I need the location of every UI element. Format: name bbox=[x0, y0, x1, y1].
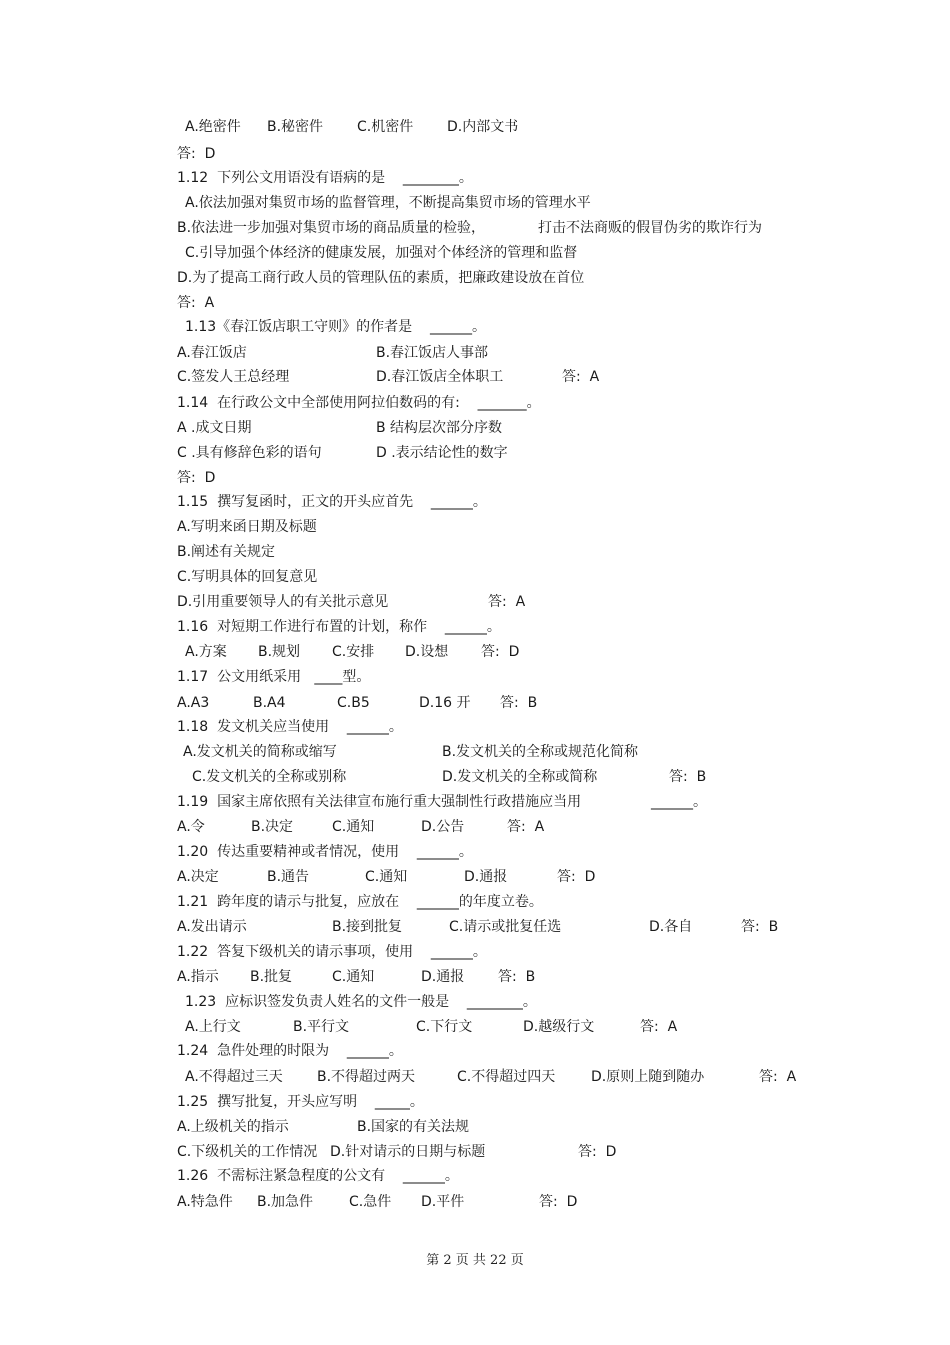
option-text: A.决定 bbox=[177, 869, 219, 885]
option-text: C.B5 bbox=[337, 695, 370, 711]
option-text: B.不得超过两天 bbox=[317, 1069, 416, 1085]
option-text: C.通知 bbox=[332, 819, 375, 835]
option-text: C.签发人王总经理 bbox=[177, 369, 290, 385]
option-text: A.不得超过三天 bbox=[185, 1069, 283, 1085]
option-text: A.上级机关的指示 bbox=[177, 1119, 289, 1135]
answer-text: 答: D bbox=[481, 644, 520, 660]
option-text: A.上行文 bbox=[185, 1019, 241, 1035]
question-text: 1.16 对短期工作进行布置的计划，称作 ______。 bbox=[177, 619, 501, 635]
option-text: A.春江饭店 bbox=[177, 345, 247, 361]
option-text: A.发文机关的简称或缩写 bbox=[183, 744, 337, 760]
option-text: D.越级行文 bbox=[523, 1019, 595, 1035]
question-text: 1.23 应标识签发负责人姓名的文件一般是 ________。 bbox=[185, 994, 537, 1010]
question-text: 1.25 撰写批复，开头应写明 _____。 bbox=[177, 1094, 424, 1110]
option-text: C.通知 bbox=[332, 969, 375, 985]
option-text: B 结构层次部分序数 bbox=[376, 420, 503, 436]
answer-text: 答: A bbox=[759, 1069, 797, 1085]
option-text: C.安排 bbox=[332, 644, 375, 660]
option-text: D.通报 bbox=[464, 869, 508, 885]
option-text: A.绝密件 bbox=[185, 119, 241, 135]
option-text: A.A3 bbox=[177, 695, 210, 711]
option-text: B.发文机关的全称或规范化简称 bbox=[442, 744, 639, 760]
answer-text: 答: B bbox=[500, 695, 538, 711]
question-text: 1.21 跨年度的请示与批复，应放在 ______的年度立卷。 bbox=[177, 894, 543, 910]
answer-text: 答: A bbox=[562, 369, 600, 385]
option-text: B.加急件 bbox=[257, 1194, 314, 1210]
option-text: D.针对请示的日期与标题 bbox=[330, 1144, 486, 1160]
answer-text: 答: B bbox=[669, 769, 707, 785]
option-text: D.16 开 bbox=[419, 695, 471, 711]
answer-text: 答: A bbox=[488, 594, 526, 610]
answer-text: 答: D bbox=[557, 869, 596, 885]
question-text: 1.18 发文机关应当使用 ______。 bbox=[177, 719, 403, 735]
question-text: 1.13《春江饭店职工守则》的作者是 ______。 bbox=[185, 319, 486, 335]
question-text: 1.19 国家主席依照有关法律宣布施行重大强制性行政措施应当用 bbox=[177, 794, 582, 810]
option-text: B.阐述有关规定 bbox=[177, 544, 276, 560]
option-text: D .表示结论性的数字 bbox=[376, 445, 508, 461]
answer-text: 答: B bbox=[498, 969, 536, 985]
question-text: 1.15 撰写复函时，正文的开头应首先 ______。 bbox=[177, 494, 487, 510]
option-text: B.国家的有关法规 bbox=[357, 1119, 470, 1135]
option-text: B.秘密件 bbox=[267, 119, 324, 135]
option-text: C.通知 bbox=[365, 869, 408, 885]
question-text: 1.17 公文用纸采用 ____型。 bbox=[177, 669, 371, 685]
answer-text: 答: A bbox=[177, 295, 215, 311]
option-text: D.为了提高工商行政人员的管理队伍的素质，把廉政建设放在首位 bbox=[177, 270, 585, 286]
option-text: 打击不法商贩的假冒伪劣的欺诈行为 bbox=[538, 220, 762, 236]
option-text: D.发文机关的全称或简称 bbox=[442, 769, 598, 785]
option-text: D.平件 bbox=[421, 1194, 465, 1210]
option-text: D.春江饭店全体职工 bbox=[376, 369, 504, 385]
question-text: 1.26 不需标注紧急程度的公文有 ______。 bbox=[177, 1168, 459, 1184]
option-text: C.下行文 bbox=[416, 1019, 473, 1035]
answer-text: 答: D bbox=[177, 470, 216, 486]
option-text: D.公告 bbox=[421, 819, 465, 835]
question-text: 1.24 急件处理的时限为 ______。 bbox=[177, 1043, 403, 1059]
option-text: B.A4 bbox=[253, 695, 286, 711]
option-text: B.决定 bbox=[251, 819, 294, 835]
option-text: C.急件 bbox=[349, 1194, 392, 1210]
option-text: D.原则上随到随办 bbox=[591, 1069, 705, 1085]
option-text: B.规划 bbox=[258, 644, 301, 660]
question-text: 1.12 下列公文用语没有语病的是 ________。 bbox=[177, 170, 473, 186]
answer-text: 答: B bbox=[741, 919, 779, 935]
option-text: C.写明具体的回复意见 bbox=[177, 569, 318, 585]
option-text: A.依法加强对集贸市场的监督管理，不断提高集贸市场的管理水平 bbox=[185, 195, 591, 211]
option-text: D.通报 bbox=[421, 969, 465, 985]
option-text: A.发出请示 bbox=[177, 919, 247, 935]
option-text: B.批复 bbox=[250, 969, 293, 985]
option-text: A.指示 bbox=[177, 969, 219, 985]
option-text: B.接到批复 bbox=[332, 919, 403, 935]
option-text: D.引用重要领导人的有关批示意见 bbox=[177, 594, 389, 610]
option-text: D.设想 bbox=[405, 644, 449, 660]
answer-text: 答: A bbox=[507, 819, 545, 835]
question-text: 1.20 传达重要精神或者情况，使用 ______。 bbox=[177, 844, 473, 860]
question-text: 1.14 在行政公文中全部使用阿拉伯数码的有: _______。 bbox=[177, 395, 541, 411]
option-text: A.特急件 bbox=[177, 1194, 233, 1210]
option-text: B.通告 bbox=[267, 869, 310, 885]
answer-text: 答: D bbox=[578, 1144, 617, 1160]
option-text: B.春江饭店人事部 bbox=[376, 345, 489, 361]
option-text: C.下级机关的工作情况 bbox=[177, 1144, 318, 1160]
option-text: C.发文机关的全称或别称 bbox=[192, 769, 347, 785]
option-text: A .成文日期 bbox=[177, 420, 252, 436]
answer-text: 答: A bbox=[640, 1019, 678, 1035]
option-text: C.引导加强个体经济的健康发展，加强对个体经济的管理和监督 bbox=[185, 245, 578, 261]
option-text: D.各自 bbox=[649, 919, 693, 935]
option-text: ______。 bbox=[651, 794, 707, 810]
question-text: 1.22 答复下级机关的请示事项，使用 ______。 bbox=[177, 944, 487, 960]
page-footer: 第 2 页 共 22 页 bbox=[426, 1253, 524, 1268]
option-text: B.平行文 bbox=[293, 1019, 350, 1035]
option-text: C .具有修辞色彩的语句 bbox=[177, 445, 322, 461]
answer-text: 答: D bbox=[177, 146, 216, 162]
option-text: C.机密件 bbox=[357, 119, 414, 135]
option-text: D.内部文书 bbox=[447, 119, 519, 135]
answer-text: 答: D bbox=[539, 1194, 578, 1210]
option-text: B.依法进一步加强对集贸市场的商品质量的检验， bbox=[177, 220, 486, 236]
option-text: A.写明来函日期及标题 bbox=[177, 519, 317, 535]
option-text: A.方案 bbox=[185, 644, 227, 660]
option-text: A.令 bbox=[177, 819, 205, 835]
option-text: C.不得超过四天 bbox=[457, 1069, 556, 1085]
option-text: C.请示或批复任选 bbox=[449, 919, 562, 935]
